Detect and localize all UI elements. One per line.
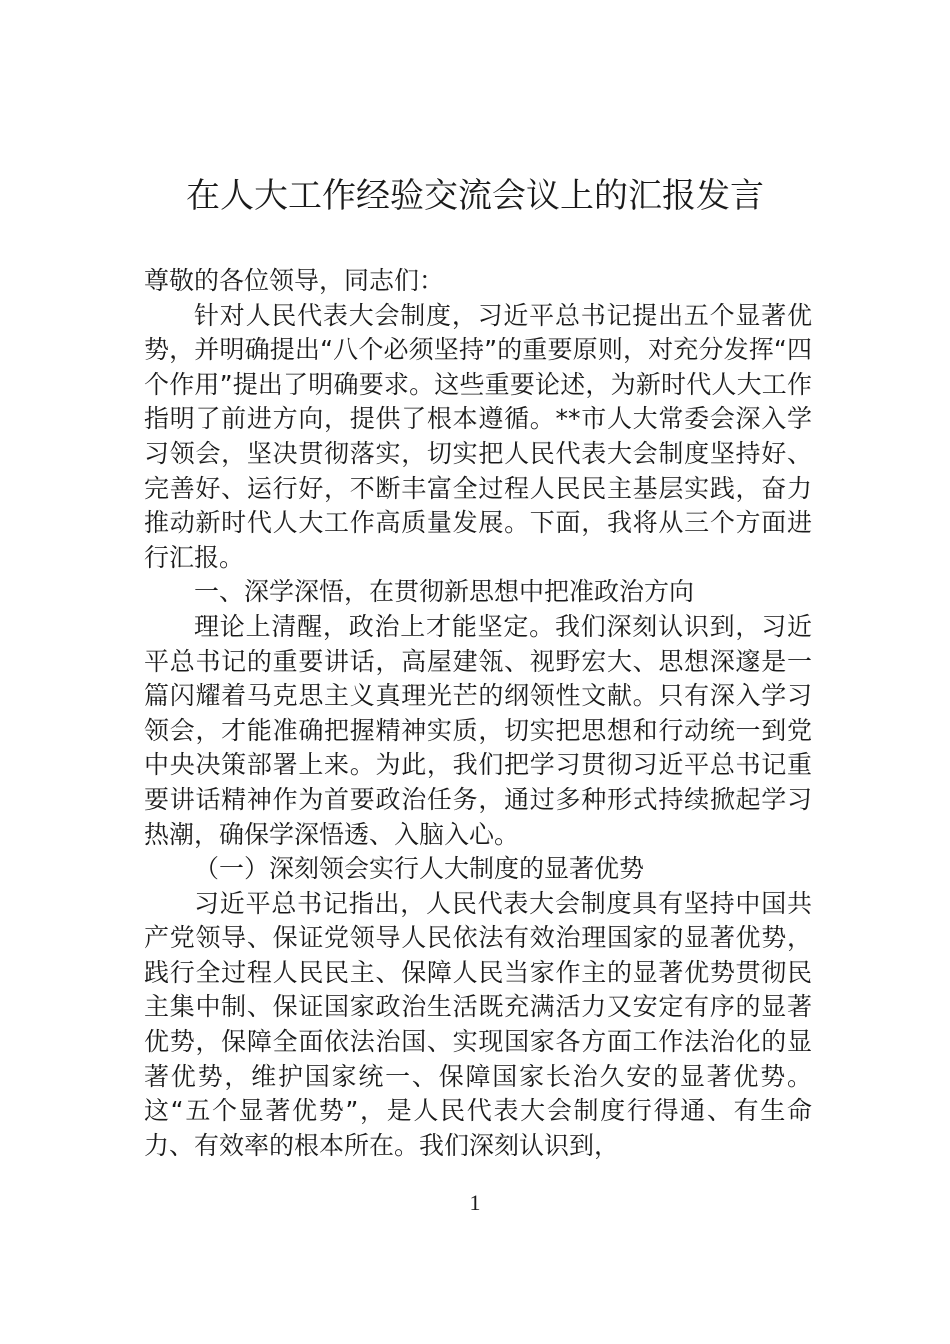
document-title: 在人大工作经验交流会议上的汇报发言 xyxy=(186,176,764,216)
paragraph-section-1: 理论上清醒，政治上才能坚定。我们深刻认识到，习近平总书记的重要讲话，高屋建瓴、视野宏大、思想深邃是一篇闪耀着马克思主义真理光芒的纲领性文献。只有深入学习领会，才能准确把握精神实质，切实把思想和行动统一到党中央决策部署上来。为此，我们把学习贯彻习近平总书记重要讲话精神作为首要政治任务，通过多种形式持续掀起学习热潮，确保学深悟透、入脑入心。 xyxy=(144,611,812,849)
subsection-heading-1: （一）深刻领会实行人大制度的显著优势 xyxy=(194,854,645,884)
page-number: 1 xyxy=(469,1190,481,1215)
document-body xyxy=(144,264,812,1163)
salutation: 尊敬的各位领导，同志们： xyxy=(144,266,445,295)
section-heading-1: 一、深学深悟，在贯彻新思想中把准政治方向 xyxy=(194,577,695,607)
paragraph-intro: 针对人民代表大会制度，习近平总书记提出五个显著优势，并明确提出“八个必须坚持”的重要原则，对充分发挥“四个作用”提出了明确要求。这些重要论述，为新时代人大工作指明了前进方向，提供了根本遵循。**市人大常委会深入学习领会，坚决贯彻落实，切实把人民代表大会制度坚持好、完善好、运行好，不断丰富全过程人民民主基层实践，奋力推动新时代人大工作高质量发展。下面，我将从三个方面进行汇报。 xyxy=(144,300,812,572)
paragraph-subsection-1: 习近平总书记指出，人民代表大会制度具有坚持中国共产党领导、保证党领导人民依法有效治理国家的显著优势，践行全过程人民民主、保障人民当家作主的显著优势贯彻民主集中制、保证国家政治生活既充满活力又安定有序的显著优势，保障全面依法治国、实现国家各方面工作法治化的显著优势，维护国家统一、保障国家长治久安的显著优势。这“五个显著优势”，是人民代表大会制度行得通、有生命力、有效率的根本所在。我们深刻认识到， xyxy=(144,888,812,1160)
